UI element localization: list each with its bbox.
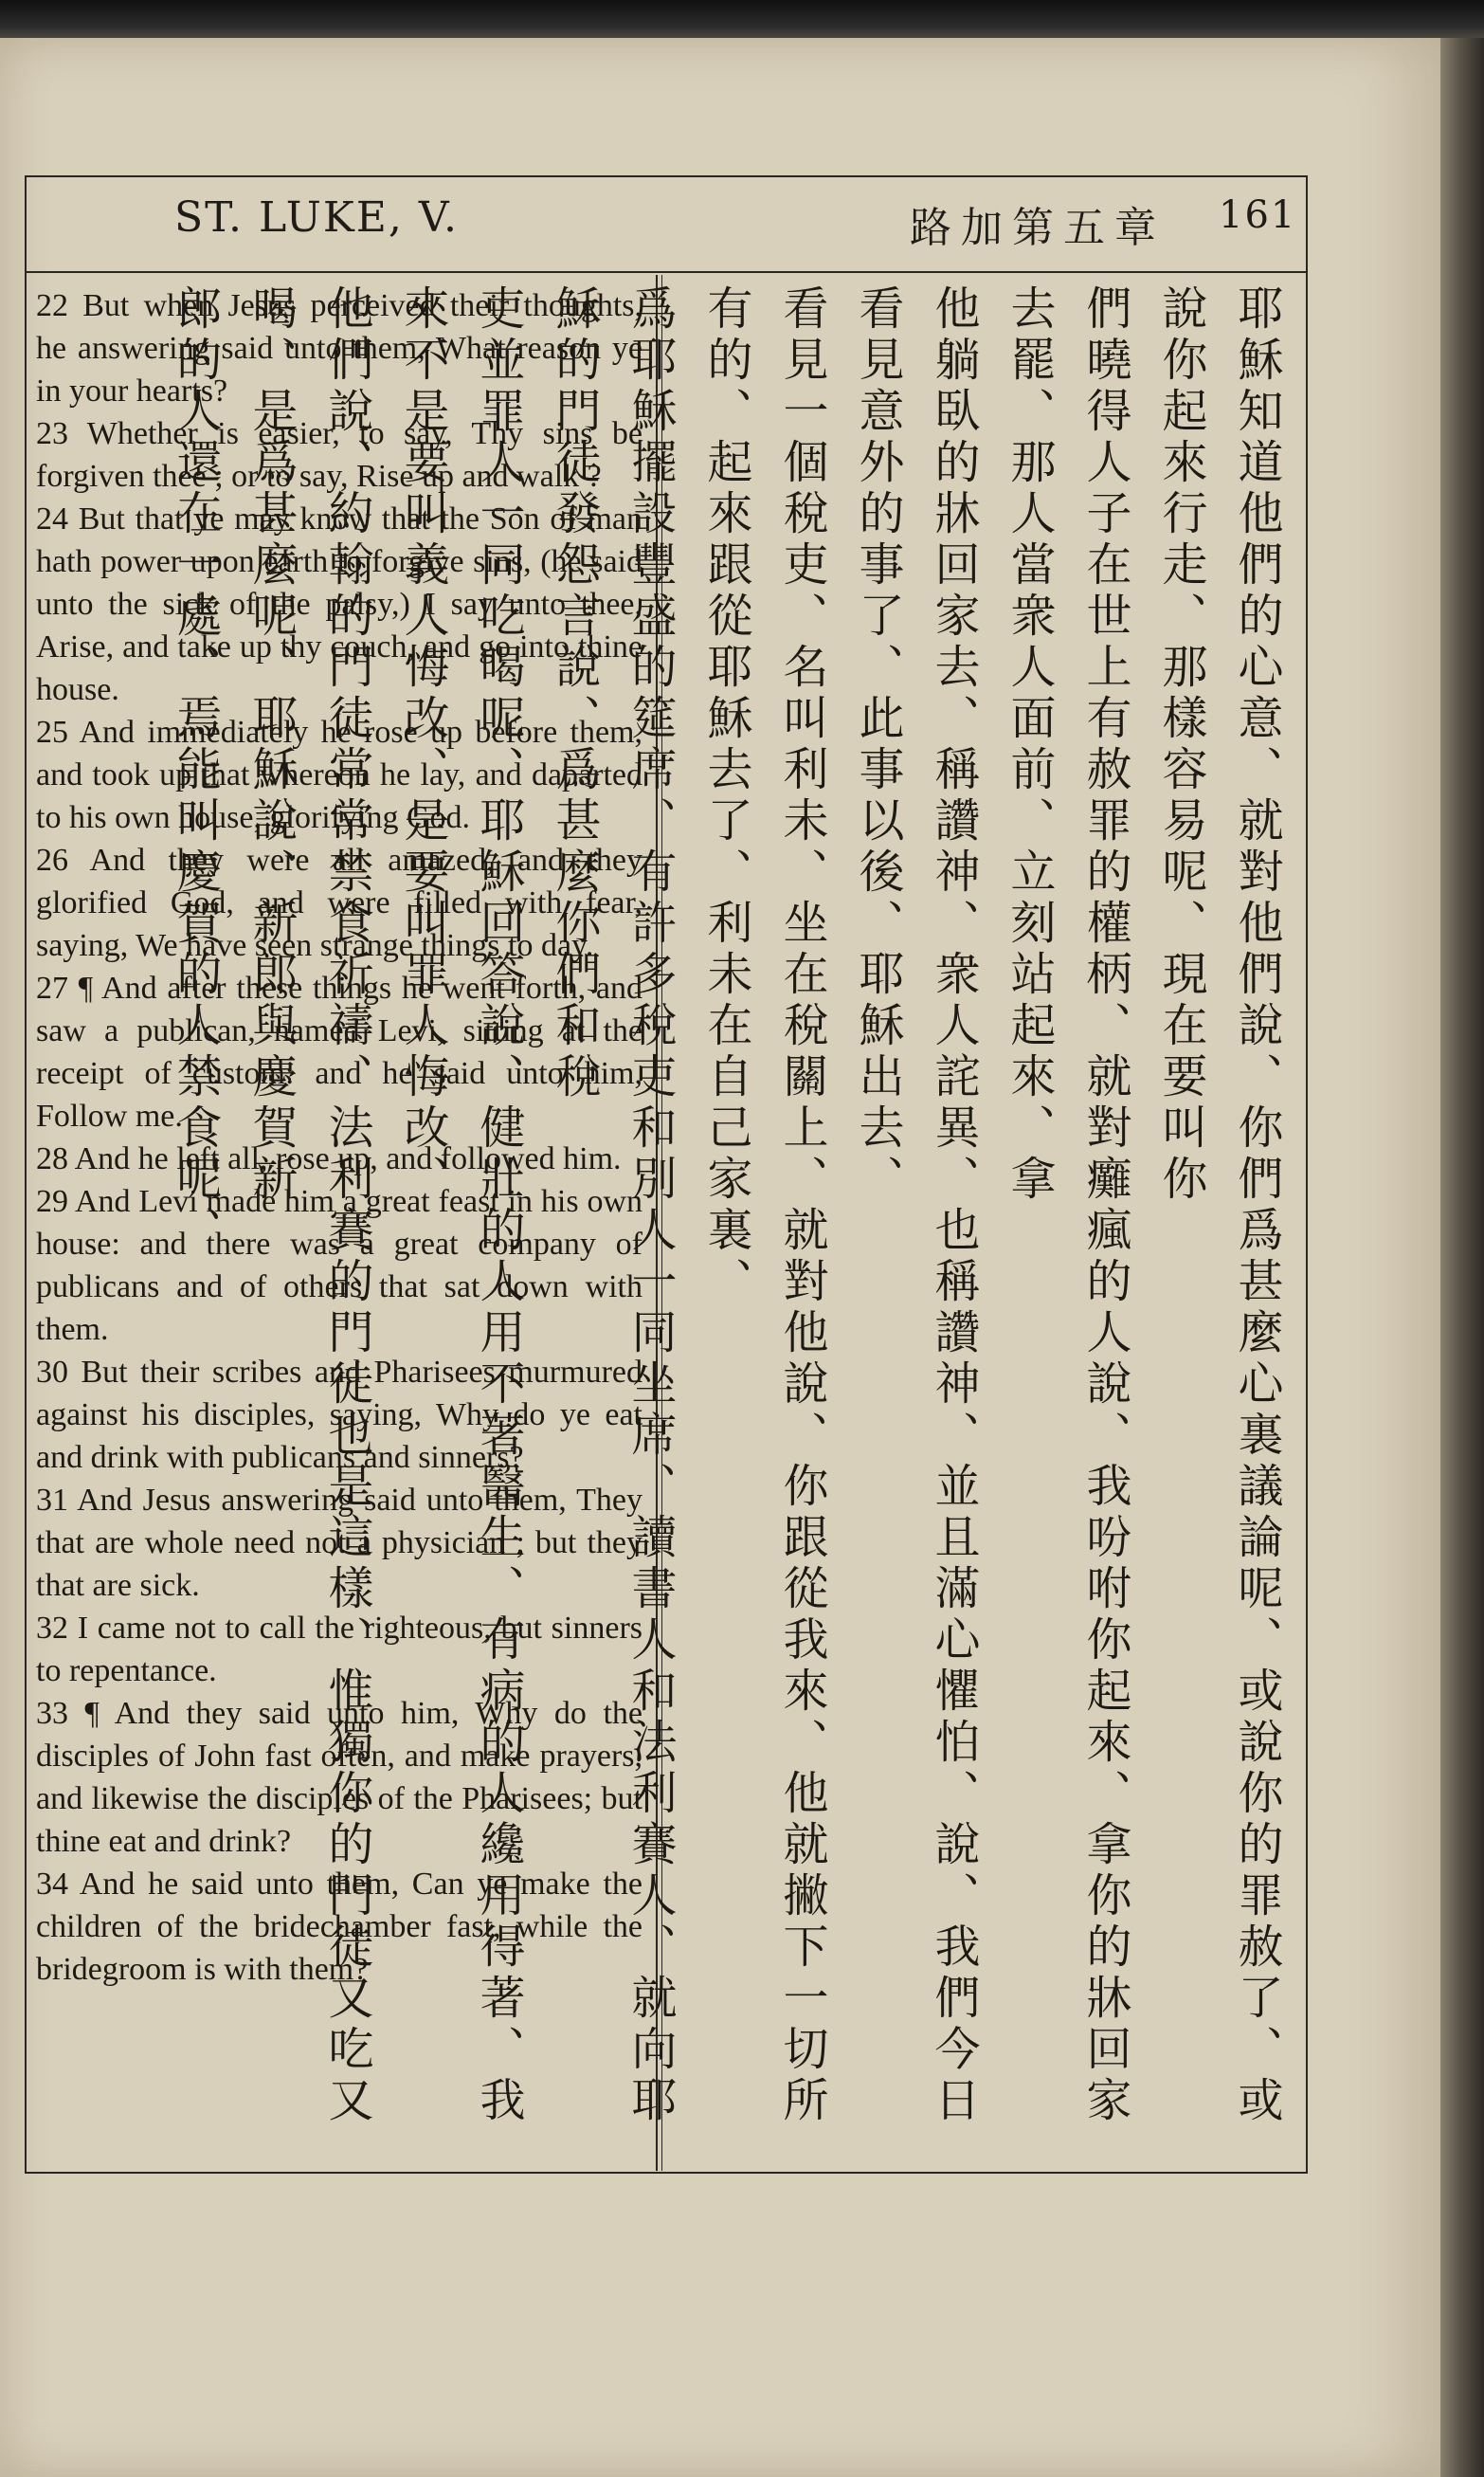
verse-24: 24 But that ye may know that the Son of man hath power upon earth to forgive sins, (he said unto the sick of the palsy,) I say unto thee, Arise, and take up thy couch, and go into thine house. xyxy=(36,501,642,707)
verse-33: 33 ¶ And they said unto him, Why do the disciples of John fast often, and make prayers, and likewise the disciples of the Pharisees; but thine eat and drink? xyxy=(36,1696,642,1859)
bottom-rule xyxy=(25,2172,1306,2174)
verse-34: 34 And he said unto them, Can ye make the children of the bridechamber fast, while the bridegroom is with them? xyxy=(36,1867,642,1987)
verse-26: 26 And they were all amazed, and they glorified God, and were filled with fear, saying, We have seen strange things to day. xyxy=(36,843,642,963)
running-head-english: ST. LUKE, V. xyxy=(174,193,459,242)
verse-31: 31 And Jesus answering said unto them, They that are whole need not a physician ; but they that are sick. xyxy=(36,1483,642,1603)
chinese-line: 看見一個稅吏、名叫利未、坐在稅關上、就對他說、你跟從我來、他就撇下一切所有的、起來跟從耶穌去了、利未在自己家裏、 xyxy=(699,284,828,2127)
page-number: 161 xyxy=(1219,193,1297,237)
verse-27: 27 ¶ And after these things he went forth, and saw a publican, named Levi, sitting at the receipt of custom: and he said unto him, Follow me. xyxy=(36,971,642,1134)
chinese-line: 郎的人還在一處、焉能叫慶賀的人禁食呢、 xyxy=(169,284,222,1257)
verse-30: 30 But their scribes and Pharisees murmured against his disciples, saying, Why do ye eat and drink with publicans and sinners? xyxy=(36,1355,642,1475)
verse-32: 32 I came not to call the righteous, but sinners to repentance. xyxy=(36,1611,642,1688)
header-rule xyxy=(25,271,1306,273)
chinese-line: 他們說、約翰的門徒常常禁食祈禱、法利賽的門徒也是這樣、惟獨你的門徒又吃又喝、是爲甚麼呢、耶穌說、新郎與慶賀新 xyxy=(244,284,373,2127)
chinese-line: 們曉得人子在世上有赦罪的權柄、就對癱瘋的人說、我吩咐你起來、拿你的牀回家去罷、那人當衆人面前、立刻站起來、拿 xyxy=(1003,284,1131,2127)
verse-22: 22 But when Jesus perceived their thoughts, he answering said unto them, What reason ye in your hearts? xyxy=(36,288,642,409)
verse-23: 23 Whether is easier, to say, Thy sins be forgiven thee ; or to say, Rise up and walk ? xyxy=(36,416,642,494)
verse-25: 25 And immediately he rose up before them, and took up that whereon he lay, and daparted to his own house, glorifying God. xyxy=(36,715,642,835)
chinese-line: 爲耶穌擺設豐盛的筵席、有許多稅吏和別人一同坐席、讀書人和法利賽人、就向耶穌的門徒發怨言說、爲甚麼你們和稅 xyxy=(548,284,677,2127)
chinese-line: 他躺臥的牀回家去、稱讚神、衆人詫異、也稱讚神、並且滿心懼怕、說、我們今日看見意外的事了、此事以後、耶穌出去、 xyxy=(851,284,980,2127)
verse-28: 28 And he left all, rose up, and followed him. xyxy=(36,1141,622,1176)
running-head-chinese: 路加第五章 xyxy=(910,204,1166,252)
chinese-line: 耶穌知道他們的心意、就對他們說、你們爲甚麼心裏議論呢、或說你的罪赦了、或說你起來行走、那樣容易呢、現在要叫你 xyxy=(1154,284,1283,2127)
page-edge-shadow xyxy=(1440,38,1484,2477)
verse-29: 29 And Levi made him a great feast in his own house: and there was a great company of publicans and of others that sat down with them. xyxy=(36,1184,642,1347)
chinese-line: 吏並罪人一同吃喝呢、耶穌回答說、健壯的人用不著醫生、有病的人纔用得著、我來不是要叫義人悔改、是要叫罪人悔改、 xyxy=(396,284,525,2127)
